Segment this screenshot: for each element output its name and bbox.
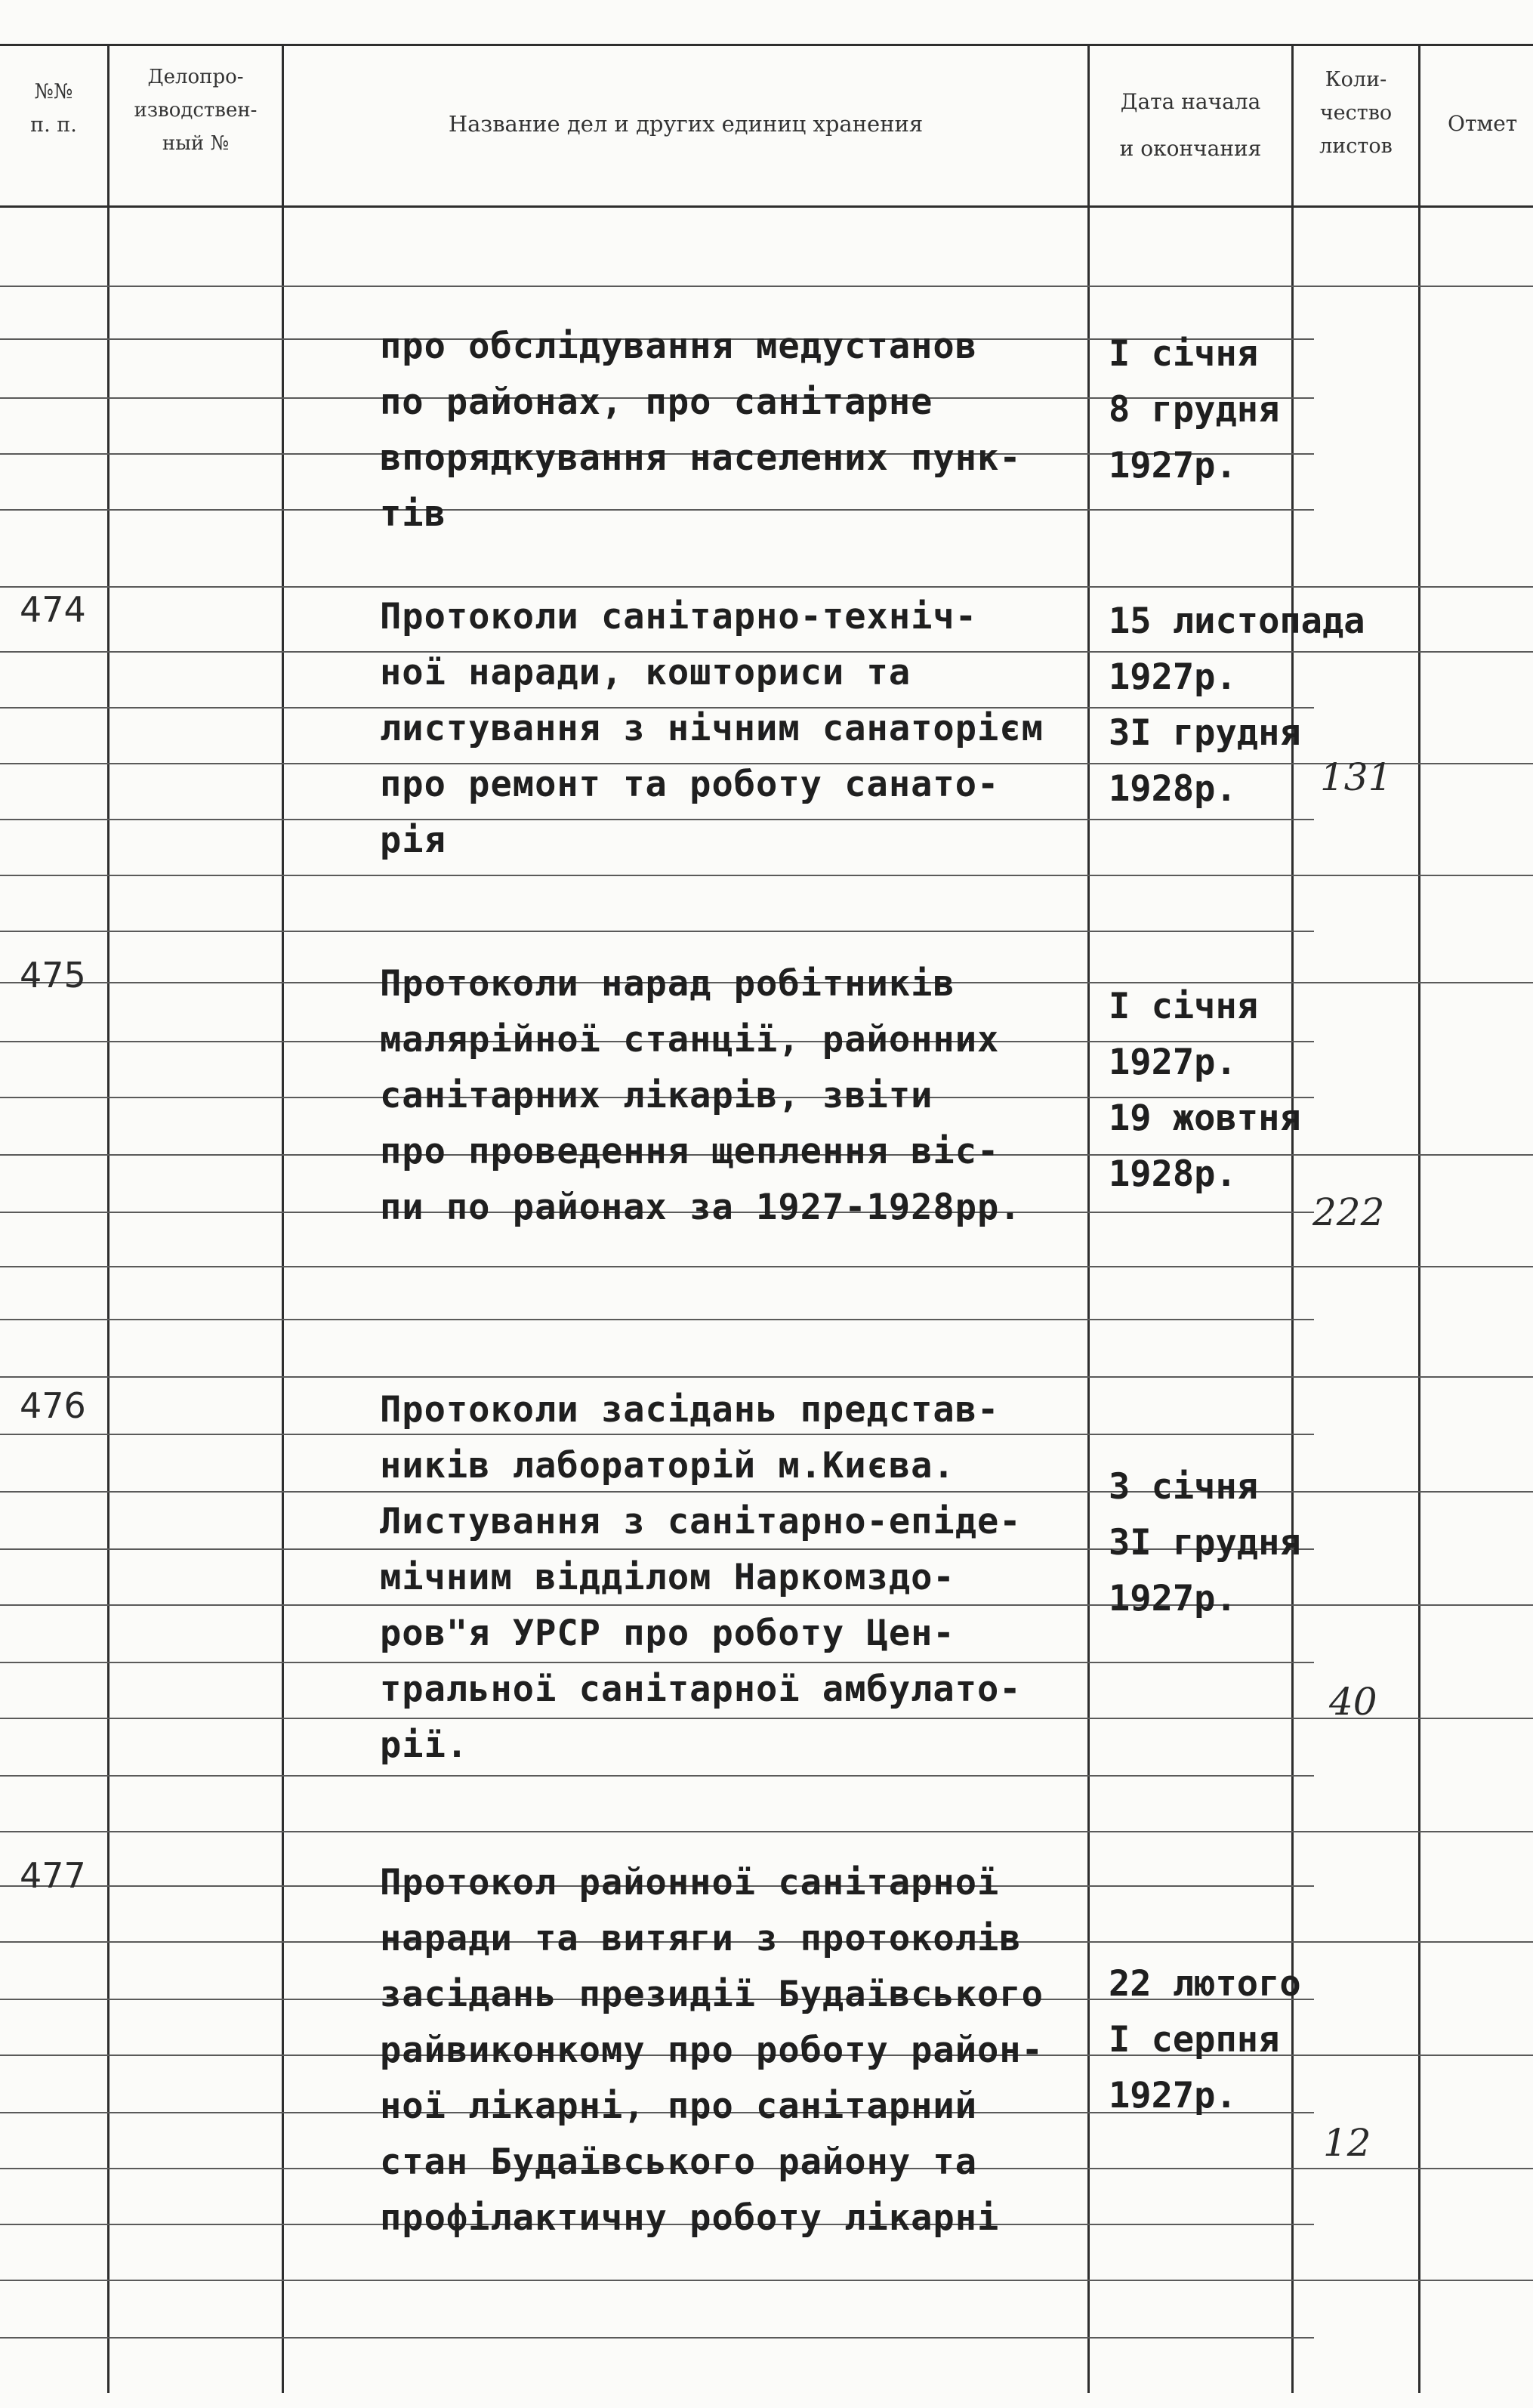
date-line: 15 листопада: [1109, 600, 1365, 642]
title-line: мічним відділом Наркомздо-: [380, 1557, 955, 1598]
entry-dates: [1109, 1459, 1501, 1627]
date-line: 8 грудня: [1109, 389, 1280, 431]
column-divider: [282, 44, 284, 2393]
title-line: про обслідування медустанов: [380, 326, 978, 367]
row-rule: [0, 1775, 1314, 1777]
title-line: по районах, про санітарне: [380, 381, 933, 423]
header-office-line: Делопро-: [147, 66, 244, 88]
entry-number: 474: [20, 589, 86, 630]
entry-sheets: 131: [1320, 755, 1393, 799]
date-line: 3I грудня: [1109, 1522, 1301, 1564]
title-line: ників лабораторій м.Києва.: [380, 1445, 955, 1486]
entry-number: 476: [20, 1385, 86, 1426]
title-line: Протокол районної санітарної: [380, 1862, 1000, 1903]
row-rule: [0, 1831, 1533, 1832]
header-office-line: изводствен-: [134, 99, 258, 122]
header-number-col: [0, 76, 107, 142]
date-line: 22 лютого: [1109, 1963, 1301, 2005]
title-line: малярійної станції, районних: [380, 1019, 1000, 1060]
header-number-line: №№: [34, 80, 73, 103]
title-line: ної наради, кошториси та: [380, 652, 911, 693]
title-line: райвиконкому про роботу район-: [380, 2030, 1044, 2071]
header-sheets-line: листов: [1319, 134, 1393, 158]
entry-sheets: 40: [1329, 1680, 1377, 1724]
date-line: 1927р.: [1109, 445, 1237, 486]
date-line: 3I грудня: [1109, 712, 1301, 754]
entry-dates: [1109, 979, 1501, 1202]
title-line: Протоколи санітарно-техніч-: [380, 596, 978, 638]
entry-number: 477: [20, 1855, 86, 1896]
row-rule: [0, 931, 1314, 932]
date-line: 1928р.: [1109, 1153, 1237, 1195]
entry-number: 475: [20, 955, 86, 996]
header-notes-col: [1420, 107, 1533, 140]
row-rule: [0, 875, 1533, 876]
date-line: I серпня: [1109, 2019, 1280, 2061]
date-line: 1928р.: [1109, 768, 1237, 810]
header-sheets-line: чество: [1319, 101, 1393, 125]
title-line: тральної санітарної амбулато-: [380, 1669, 1022, 1710]
date-line: 1927р.: [1109, 1042, 1237, 1083]
date-line: 3 січня: [1109, 1466, 1259, 1508]
title-line: ної лікарні, про санітарний: [380, 2085, 978, 2127]
entry-title: [380, 956, 1090, 1236]
title-line: стан Будаївського району та: [380, 2141, 978, 2183]
date-line: 19 жовтня: [1109, 1097, 1301, 1139]
row-rule: [0, 1319, 1314, 1320]
header-bottom-rule: [0, 205, 1533, 208]
title-line: тів: [380, 493, 446, 535]
entry-sheets: 222: [1312, 1190, 1385, 1234]
header-notes-text: Отмет: [1448, 111, 1518, 136]
header-title-col: [284, 107, 1087, 140]
title-line: про проведення щеплення віс-: [380, 1131, 1000, 1172]
entry-dates: [1109, 594, 1501, 817]
row-rule: [0, 1266, 1533, 1267]
title-line: санітарних лікарів, звіти: [380, 1075, 933, 1116]
title-line: Протоколи нарад робітників: [380, 963, 955, 1005]
title-line: листування з нічним санаторієм: [380, 708, 1044, 749]
title-line: рії.: [380, 1724, 469, 1766]
row-rule: [0, 2337, 1314, 2339]
date-line: I січня: [1109, 986, 1259, 1027]
header-dates-line: и окончания: [1119, 136, 1262, 161]
title-line: Листування з санітарно-епіде-: [380, 1501, 1022, 1542]
header-office-line: ный №: [162, 132, 230, 155]
header-dates-line: Дата начала: [1120, 89, 1261, 114]
date-line: 1927р.: [1109, 2075, 1237, 2116]
title-line: профілактичну роботу лікарні: [380, 2197, 1000, 2239]
header-number-line: п. п.: [30, 113, 77, 137]
entry-title: [380, 589, 1090, 869]
title-line: наради та витяги з протоколів: [380, 1918, 1022, 1959]
title-line: засідань президії Будаївського: [380, 1974, 1044, 2015]
title-line: впорядкування населених пунк-: [380, 437, 1022, 479]
date-line: 1927р.: [1109, 656, 1237, 698]
header-top-rule: [0, 44, 1533, 46]
header-dates-col: [1090, 79, 1291, 172]
title-line: Протоколи засідань представ-: [380, 1389, 1000, 1431]
row-rule: [0, 2280, 1533, 2281]
title-line: пи по районах за 1927-1928рр.: [380, 1187, 1022, 1228]
header-sheets-col: [1294, 63, 1418, 163]
title-line: рія: [380, 820, 446, 861]
date-line: 1927р.: [1109, 1578, 1237, 1619]
entry-title: [380, 1382, 1090, 1774]
row-rule: [0, 286, 1533, 287]
header-office-number-col: [110, 60, 282, 160]
column-divider: [107, 44, 110, 2393]
title-line: ров"я УРСР про роботу Цен-: [380, 1613, 955, 1654]
row-rule: [0, 1376, 1533, 1378]
entry-title: [380, 1855, 1090, 2246]
title-line: про ремонт та роботу санато-: [380, 764, 1000, 805]
entry-sheets: 12: [1323, 2121, 1371, 2165]
header-title-text: Название дел и других единиц хранения: [448, 111, 924, 137]
row-rule: [0, 586, 1533, 588]
date-line: I січня: [1109, 333, 1259, 375]
entry-dates: [1109, 326, 1501, 494]
entry-dates: [1109, 1956, 1501, 2124]
entry-title: [380, 319, 1090, 542]
header-sheets-line: Коли-: [1325, 68, 1387, 91]
